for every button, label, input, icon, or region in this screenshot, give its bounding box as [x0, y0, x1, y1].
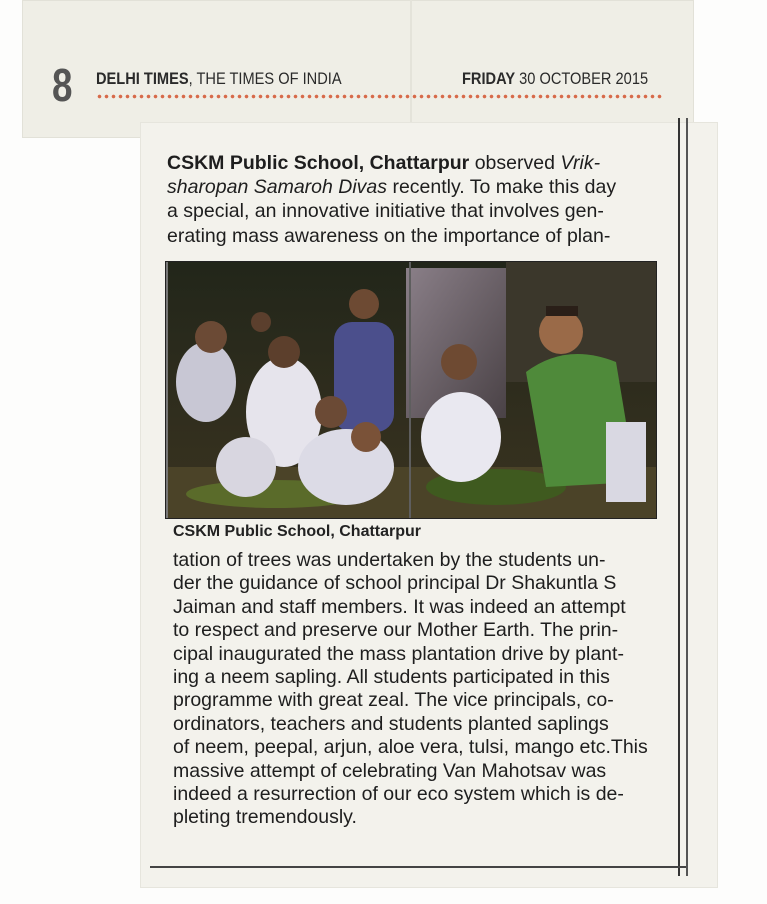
section-name: DELHI TIMES — [96, 69, 189, 88]
lead-line: CSKM Public School, Chattarpur observed Vrik- — [167, 152, 601, 174]
body-line: ing a neem sapling. All students participated in this — [173, 666, 610, 689]
body-line: massive attempt of celebrating Van Mahotsav was — [173, 759, 607, 782]
body-line: tation of trees was undertaken by the students un- — [173, 549, 606, 571]
lead-paragraph — [167, 151, 616, 248]
body-line: programme with great zeal. The vice principals, co- — [173, 689, 614, 712]
publication-name: , THE TIMES OF INDIA — [188, 69, 342, 88]
body-line: of neem, peepal, arjun, aloe vera, tulsi, mango etc.This — [173, 736, 648, 759]
issue-day: FRIDAY — [462, 69, 516, 88]
article-photo — [166, 262, 656, 518]
body-line: to respect and preserve our Mother Earth. The prin- — [173, 619, 619, 642]
column-rule — [678, 118, 680, 876]
lead-line: a special, an innovative initiative that involves gen- — [167, 200, 604, 223]
column-rule-inner — [686, 118, 688, 876]
body-line: indeed a resurrection of our eco system which is de- — [173, 783, 624, 806]
dotted-rule — [96, 94, 662, 99]
body-line: ordinators, teachers and students planted saplings — [173, 712, 609, 735]
body-line: der the guidance of school principal Dr Shakuntla S — [173, 572, 617, 595]
plantation-photo-image — [166, 262, 656, 518]
photo-caption: CSKM Public School, Chattarpur — [173, 523, 422, 540]
issue-date-text: 30 OCTOBER 2015 — [515, 69, 649, 88]
clipping-cut-line — [410, 0, 412, 138]
running-head — [96, 69, 342, 89]
body-line: pleting tremendously. — [173, 806, 357, 829]
lead-line: erating mass awareness on the importance of plan- — [167, 224, 611, 247]
lead-line: sharopan Samaroh Divas recently. To make this day — [167, 176, 617, 199]
body-line: Jaiman and staff members. It was indeed an attempt — [173, 595, 626, 618]
issue-date — [462, 69, 648, 89]
body-paragraph — [173, 549, 648, 830]
body-line: cipal inaugurated the mass plantation drive by plant- — [173, 642, 624, 665]
bottom-rule — [150, 866, 686, 868]
lead-school-name: CSKM Public School, Chattarpur — [167, 152, 470, 174]
page-number: 8 — [52, 59, 73, 111]
